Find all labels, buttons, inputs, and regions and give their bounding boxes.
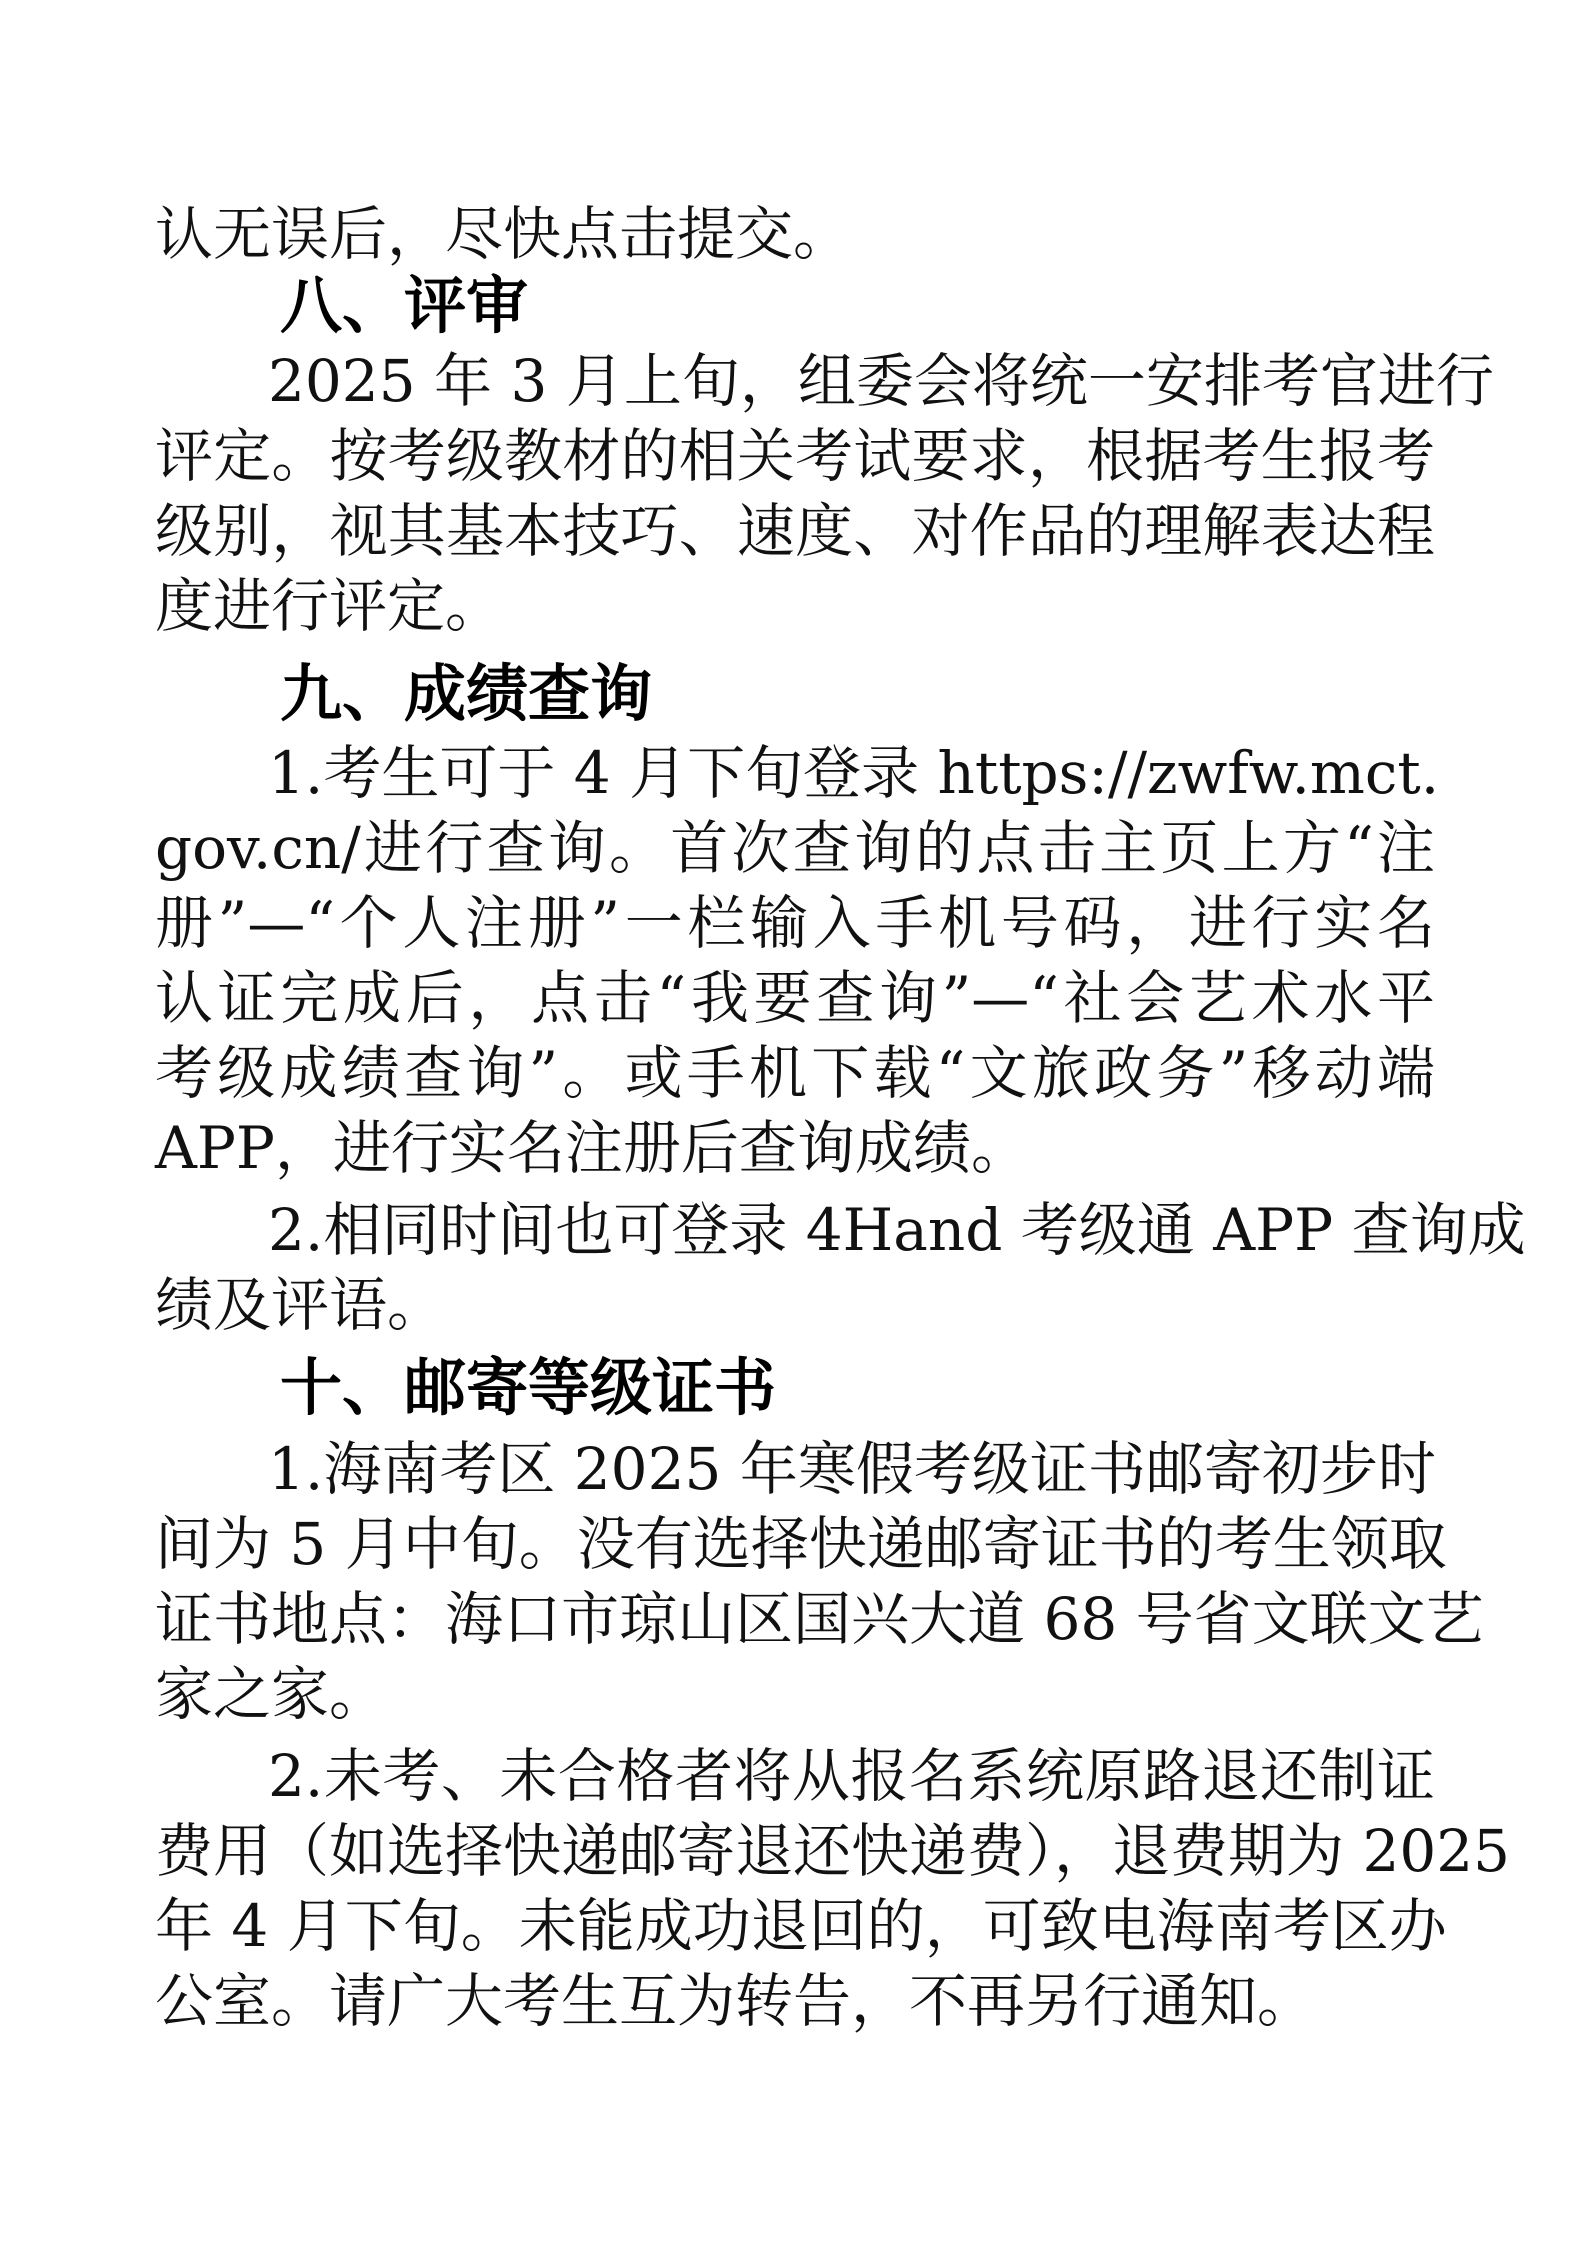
- review-line-2: 评定。按考级教材的相关考试要求，根据考生报考: [155, 422, 1435, 490]
- certificates-item1-line-3: 证书地点：海口市琼山区国兴大道 68 号省文联文艺: [155, 1585, 1484, 1653]
- review-line-3: 级别，视其基本技巧、速度、对作品的理解表达程: [155, 497, 1435, 565]
- certificates-item1-line-4: 家之家。: [155, 1660, 388, 1728]
- results-item1-line-4: 认证完成后，点击“我要查询”—“社会艺术水平: [155, 964, 1435, 1032]
- results-item1-line-3: 册”—“个人注册”一栏输入手机号码，进行实名: [155, 889, 1435, 957]
- certificates-item1-line-1: 1.海南考区 2025 年寒假考级证书邮寄初步时: [268, 1435, 1436, 1503]
- results-item2-line-2: 绩及评语。: [155, 1271, 446, 1339]
- certificates-item1-line-2: 间为 5 月中旬。没有选择快递邮寄证书的考生领取: [155, 1510, 1447, 1578]
- section-heading-review: 八、评审: [280, 269, 529, 342]
- review-line-4: 度进行评定。: [155, 572, 504, 640]
- certificates-item2-line-2: 费用（如选择快递邮寄退还快递费），退费期为 2025: [155, 1817, 1511, 1885]
- results-item1-line-5: 考级成绩查询”。或手机下载“文旅政务”移动端: [155, 1039, 1435, 1107]
- results-item2-line-1: 2.相同时间也可登录 4Hand 考级通 APP 查询成: [268, 1196, 1526, 1264]
- results-item1-line-1: 1.考生可于 4 月下旬登录 https://zwfw.mct.: [268, 739, 1440, 807]
- certificates-item2-line-3: 年 4 月下旬。未能成功退回的，可致电海南考区办: [155, 1892, 1447, 1960]
- section-heading-certificates: 十、邮寄等级证书: [280, 1351, 777, 1424]
- results-item1-line-6: APP，进行实名注册后查询成绩。: [155, 1114, 1029, 1182]
- certificates-item2-line-1: 2.未考、未合格者将从报名系统原路退还制证: [268, 1742, 1435, 1810]
- certificates-item2-line-4: 公室。请广大考生互为转告，不再另行通知。: [155, 1967, 1316, 2035]
- results-item1-line-2: gov.cn/进行查询。首次查询的点击主页上方“注: [155, 814, 1435, 882]
- intro-line-1: 认无误后，尽快点击提交。: [155, 200, 852, 268]
- review-line-1: 2025 年 3 月上旬，组委会将统一安排考官进行: [268, 347, 1494, 415]
- section-heading-results: 九、成绩查询: [280, 657, 653, 730]
